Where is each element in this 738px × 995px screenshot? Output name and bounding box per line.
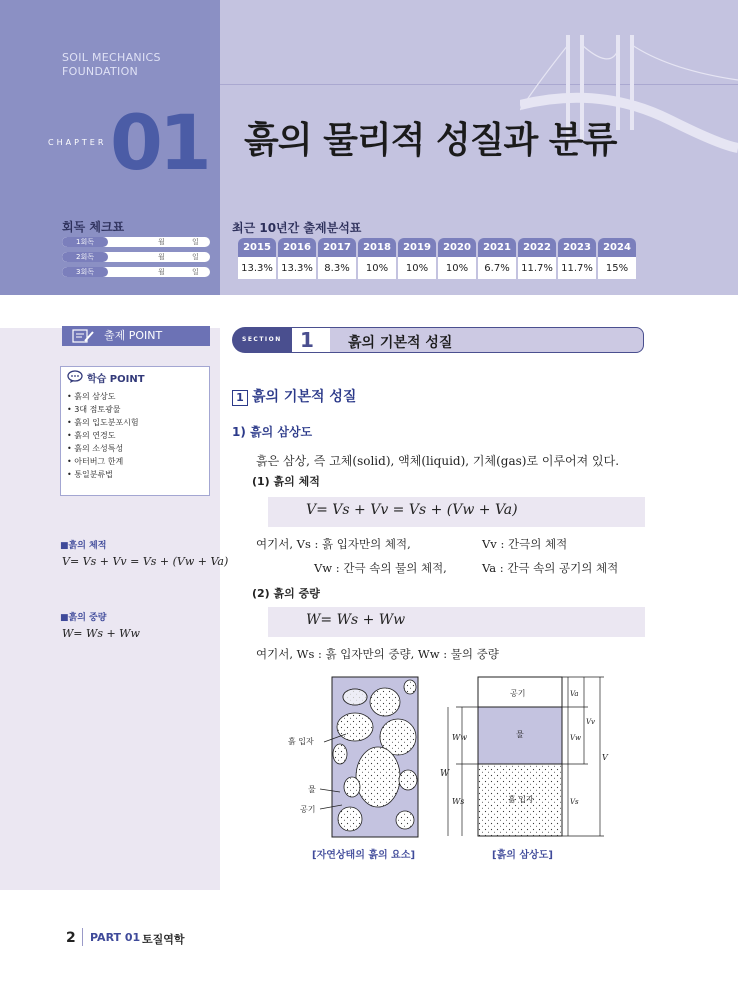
speech-bubble-icon xyxy=(67,370,83,384)
learn-point-box xyxy=(60,366,210,496)
label-Va: Va xyxy=(570,690,579,698)
learn-item-text: 3대 점토광물 xyxy=(74,405,121,414)
sidebar-volume-heading: ■흙의 체적 xyxy=(60,541,107,551)
learn-item-text: 아터버그 한계 xyxy=(74,457,124,466)
footer-part: PART 01 xyxy=(90,931,141,944)
attendance-month: 월 xyxy=(158,238,165,246)
stats-year: 2020 xyxy=(438,238,476,257)
section-word: SECTION xyxy=(242,336,282,343)
stats-value: 11.7% xyxy=(558,257,596,279)
stats-year: 2024 xyxy=(598,238,636,257)
stats-year: 2021 xyxy=(478,238,516,257)
attendance-day: 일 xyxy=(192,253,199,261)
caption-natural-soil: [자연상태의 흙의 요소] xyxy=(312,850,416,861)
heading-volume: (1) 흙의 체적 xyxy=(252,475,320,488)
learn-point-title: 학습 POINT xyxy=(87,374,145,385)
heading-2: 1) 흙의 삼상도 xyxy=(232,425,313,439)
sidebar-weight-formula: W= Ws + Ww xyxy=(62,627,140,640)
stats-value: 10% xyxy=(358,257,396,279)
stats-year-row xyxy=(238,238,636,257)
attendance-month: 월 xyxy=(158,253,165,261)
natural-soil-figure xyxy=(280,672,430,842)
label-soil-particle: 흙 입자 xyxy=(288,737,314,746)
heading-1-number: 1 xyxy=(232,390,248,406)
phase-water: 물 xyxy=(516,730,524,739)
chapter-number: 01 xyxy=(110,98,208,187)
where-vw: Vw : 간극 속의 물의 체적, xyxy=(314,561,447,575)
chapter-title: 흙의 물리적 성질과 분류 xyxy=(244,120,617,161)
learn-item: • 3대 점토광물 xyxy=(67,405,121,414)
label-Ws: Ws xyxy=(452,797,465,806)
stats-value: 13.3% xyxy=(278,257,316,279)
sidebar-weight-heading: ■흙의 중량 xyxy=(60,613,107,623)
stats-year: 2023 xyxy=(558,238,596,257)
stats-value: 13.3% xyxy=(238,257,276,279)
pencil-note-icon xyxy=(72,329,94,343)
attendance-row xyxy=(62,237,210,247)
attendance-row-label: 3회독 xyxy=(62,267,108,277)
attendance-row-label: 2회독 xyxy=(62,252,108,262)
label-Vw: Vw xyxy=(570,734,582,742)
series-line-2: FOUNDATION xyxy=(62,65,139,78)
footer-divider xyxy=(82,928,83,946)
where-va: Va : 간극 속의 공기의 체적 xyxy=(482,561,619,575)
label-V: V xyxy=(602,753,608,762)
attendance-month: 월 xyxy=(158,268,165,276)
footer-subject: 토질역학 xyxy=(142,933,185,946)
learn-item-text: 흙의 소성특성 xyxy=(74,444,124,453)
stats-value: 15% xyxy=(598,257,636,279)
attendance-day: 일 xyxy=(192,268,199,276)
label-Vs: Vs xyxy=(570,798,579,806)
learn-item: • 흙의 삼상도 xyxy=(67,392,116,401)
attendance-row-label: 1회독 xyxy=(62,237,108,247)
learn-item-text: 흙의 삼상도 xyxy=(74,392,116,401)
stats-value-row xyxy=(238,257,636,279)
heading-1-text: 흙의 기본적 성질 xyxy=(252,389,357,405)
stats-value: 11.7% xyxy=(518,257,556,279)
weight-formula-box xyxy=(268,607,645,637)
where-vs: 여기서, Vs : 흙 입자만의 체적, xyxy=(256,537,411,551)
learn-item: • 흙의 연경도 xyxy=(67,431,116,440)
label-Ww: Ww xyxy=(452,733,468,742)
stats-title: 최근 10년간 출제분석표 xyxy=(232,221,362,235)
learn-item: • 흙의 입도분포시험 xyxy=(67,418,139,427)
series-title xyxy=(62,51,161,79)
stats-value: 10% xyxy=(438,257,476,279)
phase-soil: 흙 입자 xyxy=(508,795,534,804)
attendance-row xyxy=(62,267,210,277)
three-phase-diagram xyxy=(436,672,616,842)
attendance-day: 일 xyxy=(192,238,199,246)
learn-item: • 아터버그 한계 xyxy=(67,457,124,466)
attendance-row xyxy=(62,252,210,262)
phase-air: 공기 xyxy=(510,689,526,698)
exam-point-tab xyxy=(62,326,210,346)
stats-value: 10% xyxy=(398,257,436,279)
sidebar-volume-formula: V= Vs + Vv = Vs + (Vw + Va) xyxy=(62,555,229,568)
heading-1 xyxy=(232,386,356,406)
paragraph-intro: 흙은 삼상, 즉 고체(solid), 액체(liquid), 기체(gas)로 이루어져 있다. xyxy=(256,454,620,468)
page-number: 2 xyxy=(66,930,76,946)
learn-item: • 통일분류법 xyxy=(67,470,113,479)
section-title: 흙의 기본적 성질 xyxy=(348,335,453,351)
learn-item-text: 통일분류법 xyxy=(74,470,113,479)
stats-year: 2015 xyxy=(238,238,276,257)
label-Vv: Vv xyxy=(586,718,596,726)
section-number: 1 xyxy=(300,328,314,352)
heading-weight: (2) 흙의 중량 xyxy=(252,587,320,600)
volume-formula-box xyxy=(268,497,645,527)
learn-item-text: 흙의 입도분포시험 xyxy=(74,418,139,427)
learn-item-text: 흙의 연경도 xyxy=(74,431,116,440)
attendance-title: 회독 체크표 xyxy=(62,220,125,234)
stats-value: 6.7% xyxy=(478,257,516,279)
exam-point-label: 출제 POINT xyxy=(104,329,163,342)
stats-year: 2019 xyxy=(398,238,436,257)
weight-formula: W= Ws + Ww xyxy=(306,612,406,628)
where-weight: 여기서, Ws : 흙 입자만의 중량, Ww : 물의 중량 xyxy=(256,647,499,661)
where-vv: Vv : 간극의 체적 xyxy=(482,537,568,551)
label-air: 공기 xyxy=(300,805,316,814)
stats-year: 2016 xyxy=(278,238,316,257)
stats-value: 8.3% xyxy=(318,257,356,279)
label-W: W xyxy=(440,769,450,779)
stats-table xyxy=(236,238,638,279)
chapter-label: CHAPTER xyxy=(48,138,107,147)
series-line-1: SOIL MECHANICS xyxy=(62,51,161,64)
volume-formula: V= Vs + Vv = Vs + (Vw + Va) xyxy=(306,502,518,518)
label-water: 물 xyxy=(308,785,316,794)
learn-item: • 흙의 소성특성 xyxy=(67,444,124,453)
stats-year: 2017 xyxy=(318,238,356,257)
caption-phase-diagram: [흙의 삼상도] xyxy=(492,850,553,861)
stats-year: 2018 xyxy=(358,238,396,257)
stats-year: 2022 xyxy=(518,238,556,257)
